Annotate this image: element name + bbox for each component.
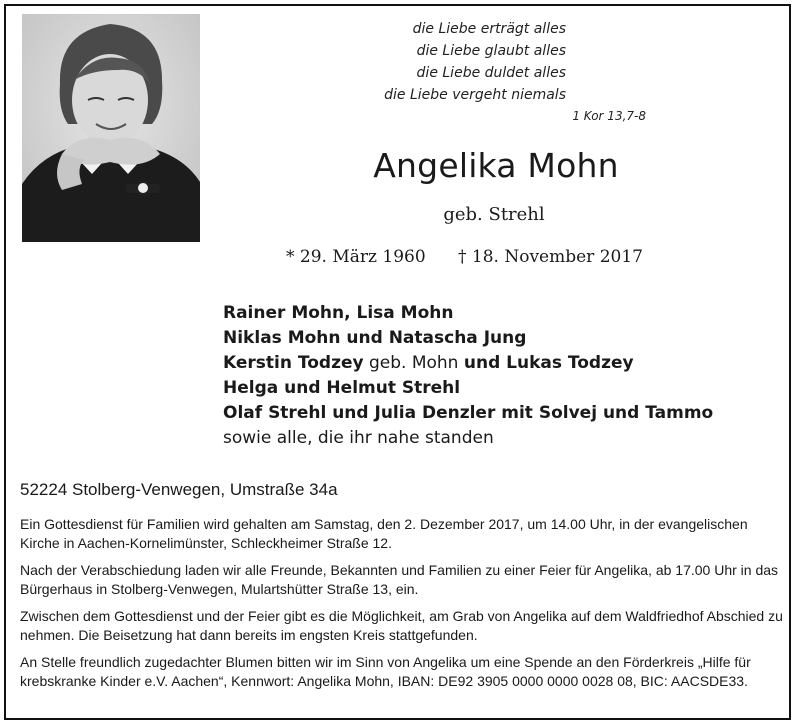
service-paragraph: Ein Gottesdienst für Familien wird gehalten am Samstag, den 2. Dezember 2017, um 14.00 Uhr, in der evangelischen Kirche in Aachen-Kornelimünster, Schleckheimer Straße 12. [20, 516, 748, 551]
obituary-notice [4, 4, 791, 720]
mourner-name: und Lukas Todzey [463, 353, 634, 373]
burial-paragraph: Zwischen dem Gottesdienst und der Feier gibt es die Möglichkeit, am Grab von Angelika auf dem Waldfriedhof Abschied zu nehmen. Die Beisetzung hat dann bereits im engsten Kreis stattgefunden. [20, 608, 783, 643]
mourner-name: Kerstin Todzey [223, 353, 364, 373]
verse-line: die Liebe vergeht niemals [384, 87, 566, 103]
mourner-line: Helga und Helmut Strehl [223, 378, 461, 398]
death-date: † 18. November 2017 [458, 247, 643, 267]
bible-verse [306, 18, 566, 106]
deceased-name: Angelika Mohn [373, 146, 619, 185]
family-address: 52224 Stolberg-Venwegen, Umstraße 34a [20, 480, 338, 499]
mourner-line: Olaf Strehl und Julia Denzler mit Solvej und Tammo [223, 403, 714, 423]
donation-paragraph: An Stelle freundlich zugedachter Blumen bitten wir im Sinn von Angelika um eine Spende an den Förderkreis „Hilfe für krebskranke Kinder e.V. Aachen“, Kennwort: Angelika Mohn, IBAN: DE92 3905 0000 0000 0028 08, BIC: AACSDE33. [20, 654, 751, 689]
portrait-photo [22, 14, 200, 242]
reception-paragraph: Nach der Verabschiedung laden wir alle Freunde, Bekannten und Familien zu einer Feier für Angelika, ab 17.00 Uhr in das Bürgerhaus in Stolberg-Venwegen, Mulartshütter Straße 13, ein. [20, 562, 779, 597]
birth-name: geb. Strehl [443, 204, 545, 225]
mourner-birth-name: geb. Mohn [368, 353, 459, 373]
verse-line: die Liebe erträgt alles [412, 21, 566, 37]
birth-date: * 29. März 1960 [286, 247, 426, 267]
mourner-line: sowie alle, die ihr nahe standen [223, 428, 494, 448]
notice-text [20, 515, 785, 699]
verse-line: die Liebe glaubt alles [416, 43, 566, 59]
verse-reference: 1 Kor 13,7-8 [572, 109, 646, 123]
mourners-list [223, 301, 783, 451]
mourner-line: Niklas Mohn und Natascha Jung [223, 328, 527, 348]
mourner-line: Rainer Mohn, Lisa Mohn [223, 303, 454, 323]
verse-line: die Liebe duldet alles [416, 65, 566, 81]
